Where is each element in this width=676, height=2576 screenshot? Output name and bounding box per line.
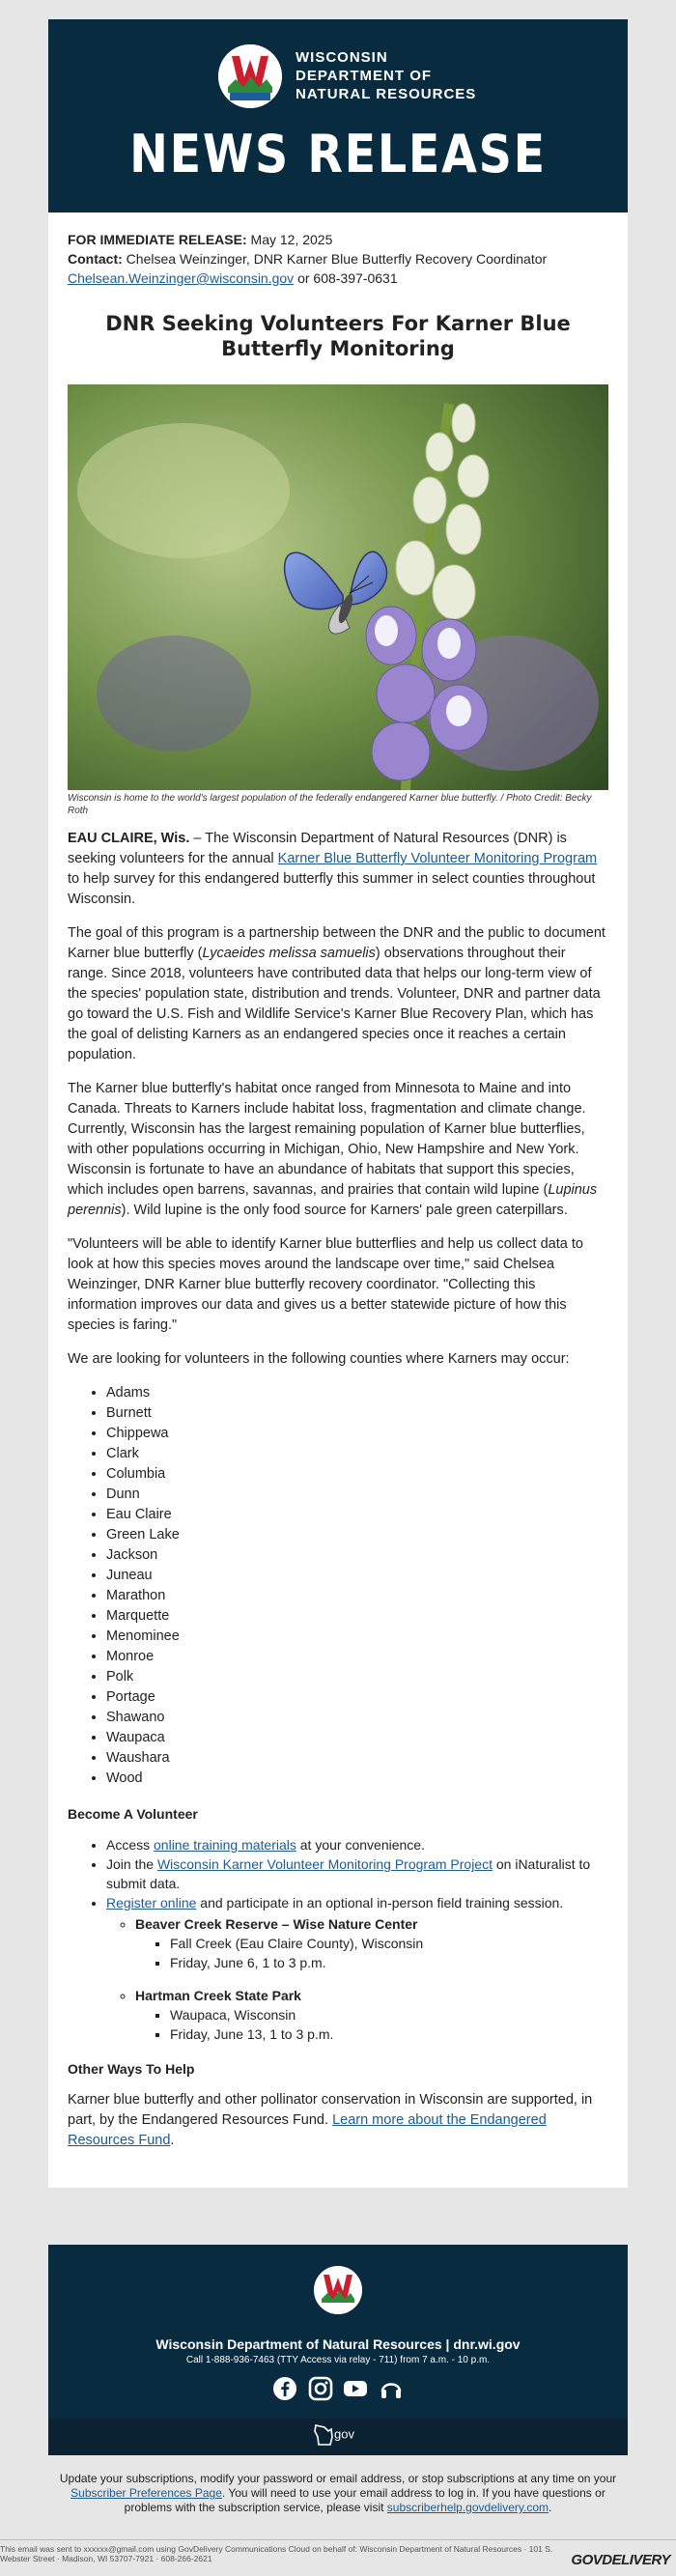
paragraph-other-ways: Karner blue butterfly and other pollinator conservation in Wisconsin are supported, in part, by the Endangered Resources Fund. Learn more about the Endangered Resources Fund. — [68, 2092, 593, 2148]
county-item: • Shawano — [106, 1708, 608, 1728]
county-item: • Eau Claire — [106, 1505, 608, 1525]
endangered-resources-fund-link[interactable]: Learn more about the Endangered Resources Fund — [68, 2112, 547, 2148]
county-item: • Menominee — [106, 1627, 608, 1647]
wdnr-footer-logo — [314, 2266, 362, 2314]
subscription-management: Update your subscriptions, modify your password or email address, or stop subscriptions at any time on your Subscriber Preferences Page. You will need to use your email address to log in. If you have questions or problems with the subscription service, please visit subscriberhelp.govdelivery.com. — [59, 2472, 617, 2514]
site-time: ▪ Friday, June 13, 1 to 3 p.m. — [170, 2024, 608, 2044]
govdelivery-logo[interactable]: GOVDELIVERY — [571, 2552, 670, 2568]
facebook-icon[interactable] — [272, 2376, 297, 2401]
volunteer-steps — [106, 1835, 608, 2044]
county-item: • Portage — [106, 1687, 608, 1708]
paragraph-counties-intro: We are looking for volunteers in the following counties where Karners may occur: — [68, 1351, 570, 1367]
county-item: • Marathon — [106, 1586, 608, 1606]
volunteer-step: • Access online training materials at your convenience. — [106, 1835, 608, 1854]
training-site: ◦ Beaver Creek Reserve – Wise Nature Center ▪ Fall Creek (Eau Claire County), Wisconsin ▪ Friday, June 6, 1 to 3 p.m. — [135, 1914, 608, 1972]
paragraph-habitat: The Karner blue butterfly's habitat once ranged from Minnesota to Maine and into Canada. Threats to Karners include habitat loss, fragmentation and climate change. Currently, Wisconsin has the largest remaining population of Karner blue butterflies, with other populations occurring in Michigan, Ohio, New Hampshire and New York. Wisconsin is fortunate to have an abundance of habitats that support this species, which includes open barrens, savannas, and prairies that contain wild lupine (Lupinus perennis). Wild lupine is the only food source for Karners' pale green caterpillars. — [68, 1081, 598, 1218]
footer-phone: Call 1-888-936-7463 (TTY Access via relay - 711) from 7 a.m. - 10 p.m. — [185, 2355, 491, 2365]
subscriber-help-link[interactable]: subscriberhelp.govdelivery.com — [386, 2501, 549, 2514]
header-banner — [48, 19, 628, 212]
county-item: • Monroe — [106, 1647, 608, 1667]
county-item: • Chippewa — [106, 1424, 608, 1444]
program-link[interactable]: Karner Blue Butterfly Volunteer Monitoring Program — [277, 851, 598, 866]
other-ways-heading: Other Ways To Help — [68, 2061, 195, 2077]
wdnr-logo — [218, 44, 282, 108]
volunteer-step: • Register online and participate in an optional in-person field training session. ◦ Beaver Creek Reserve – Wise Nature Center ▪ Fall Creek (Eau Claire County), Wisconsin ▪ Friday, June 6, 1 to 3 p.m. ◦ Hartman Creek State Park ▪ Waupaca, Wisconsin ▪ Friday, June 13, 1 to 3 p.m. — [106, 1893, 608, 2044]
site-time: ▪ Friday, June 6, 1 to 3 p.m. — [170, 1953, 608, 1972]
county-item: • Marquette — [106, 1606, 608, 1627]
photo-caption: Wisconsin is home to the world's largest population of the federally endangered Karner blue butterfly. / Photo Credit: Becky Roth — [68, 793, 592, 816]
county-item: • Waushara — [106, 1748, 608, 1769]
gov-band — [48, 2419, 628, 2455]
release-info: FOR IMMEDIATE RELEASE: May 12, 2025 Contact: Chelsea Weinzinger, DNR Karner Blue Butterfly Recovery Coordinator Chelsean.Weinzinger@wisconsin.gov or 608-397-0631 — [68, 232, 548, 286]
instagram-icon[interactable] — [308, 2376, 333, 2401]
subscriber-preferences-link[interactable]: Subscriber Preferences Page — [70, 2486, 222, 2500]
county-list — [106, 1383, 608, 1789]
county-item: • Adams — [106, 1383, 608, 1403]
become-volunteer-heading: Become A Volunteer — [68, 1806, 198, 1822]
paragraph-quote: "Volunteers will be able to identify Karner blue butterflies and help us collect data to look at how this species moves around the landscape over time," said Chelsea Weinzinger, DNR Karner blue butterfly recovery coordinator. "Collecting this information improves our data and gives us a better statewide picture of how this species is faring." — [68, 1236, 583, 1333]
county-item: • Burnett — [106, 1403, 608, 1424]
email-card — [48, 19, 628, 2188]
agency-name: WISCONSIN DEPARTMENT OF NATURAL RESOURCES — [296, 49, 477, 102]
footer — [48, 2245, 628, 2455]
podcast-icon[interactable] — [379, 2376, 404, 2401]
fine-print: This email was sent to xxxxxx@gmail.com using GovDelivery Communications Cloud on behalf of: Wisconsin Department of Natural Resources · 101 S. Webster Street · Madison, WI 53707-7921 · 608-266-2621 — [0, 2544, 553, 2563]
training-site: ◦ Hartman Creek State Park ▪ Waupaca, Wisconsin ▪ Friday, June 13, 1 to 3 p.m. — [135, 1986, 608, 2044]
paragraph-goal: The goal of this program is a partnership between the DNR and the public to document Karner blue butterfly (Lycaeides melissa samuelis) observations throughout their range. Since 2018, volunteers have contributed data that helps our long-term view of the species' population state, distribution and trends. Volunteer, DNR and partner data go toward the U.S. Fish and Wildlife Service's Karner Blue Recovery Plan, which has the goal of delisting Karners as an endangered species once it reaches a certain population. — [68, 925, 606, 1062]
training-sites — [135, 1914, 608, 2044]
county-item: • Columbia — [106, 1464, 608, 1485]
contact-email-link[interactable]: Chelsean.Weinzinger@wisconsin.gov — [68, 270, 295, 286]
county-item: • Jackson — [106, 1545, 608, 1566]
training-materials-link[interactable]: online training materials — [154, 1837, 296, 1853]
footer-divider — [0, 2539, 676, 2540]
headline: DNR Seeking Volunteers For Karner Blue Butterfly Monitoring — [105, 312, 571, 360]
site-location: ▪ Fall Creek (Eau Claire County), Wisconsin — [170, 1934, 608, 1953]
county-item: • Dunn — [106, 1485, 608, 1505]
register-online-link[interactable]: Register online — [106, 1895, 197, 1911]
wi-gov-mark[interactable]: gov — [313, 2423, 354, 2447]
news-release-title: NEWS RELEASE — [129, 124, 547, 184]
inaturalist-project-link[interactable]: Wisconsin Karner Volunteer Monitoring Program Project — [156, 1856, 493, 1872]
karner-blue-butterfly-photo — [68, 384, 608, 790]
county-item: • Green Lake — [106, 1525, 608, 1545]
county-item: • Clark — [106, 1444, 608, 1464]
paragraph-intro: EAU CLAIRE, Wis. – The Wisconsin Department of Natural Resources (DNR) is seeking volunteers for the annual Karner Blue Butterfly Volunteer Monitoring Program to help survey for this endangered butterfly this summer in select counties throughout Wisconsin. — [68, 831, 598, 907]
social-links — [48, 2376, 628, 2406]
youtube-icon[interactable] — [343, 2376, 368, 2401]
footer-agency: Wisconsin Department of Natural Resources | dnr.wi.gov — [155, 2336, 521, 2352]
county-item: • Juneau — [106, 1566, 608, 1586]
site-location: ▪ Waupaca, Wisconsin — [170, 2005, 608, 2024]
county-item: • Wood — [106, 1769, 608, 1789]
county-item: • Polk — [106, 1667, 608, 1687]
volunteer-step: • Join the Wisconsin Karner Volunteer Monitoring Program Project on iNaturalist to submit data. — [106, 1854, 608, 1893]
county-item: • Waupaca — [106, 1728, 608, 1748]
wisconsin-state-icon — [313, 2423, 334, 2447]
